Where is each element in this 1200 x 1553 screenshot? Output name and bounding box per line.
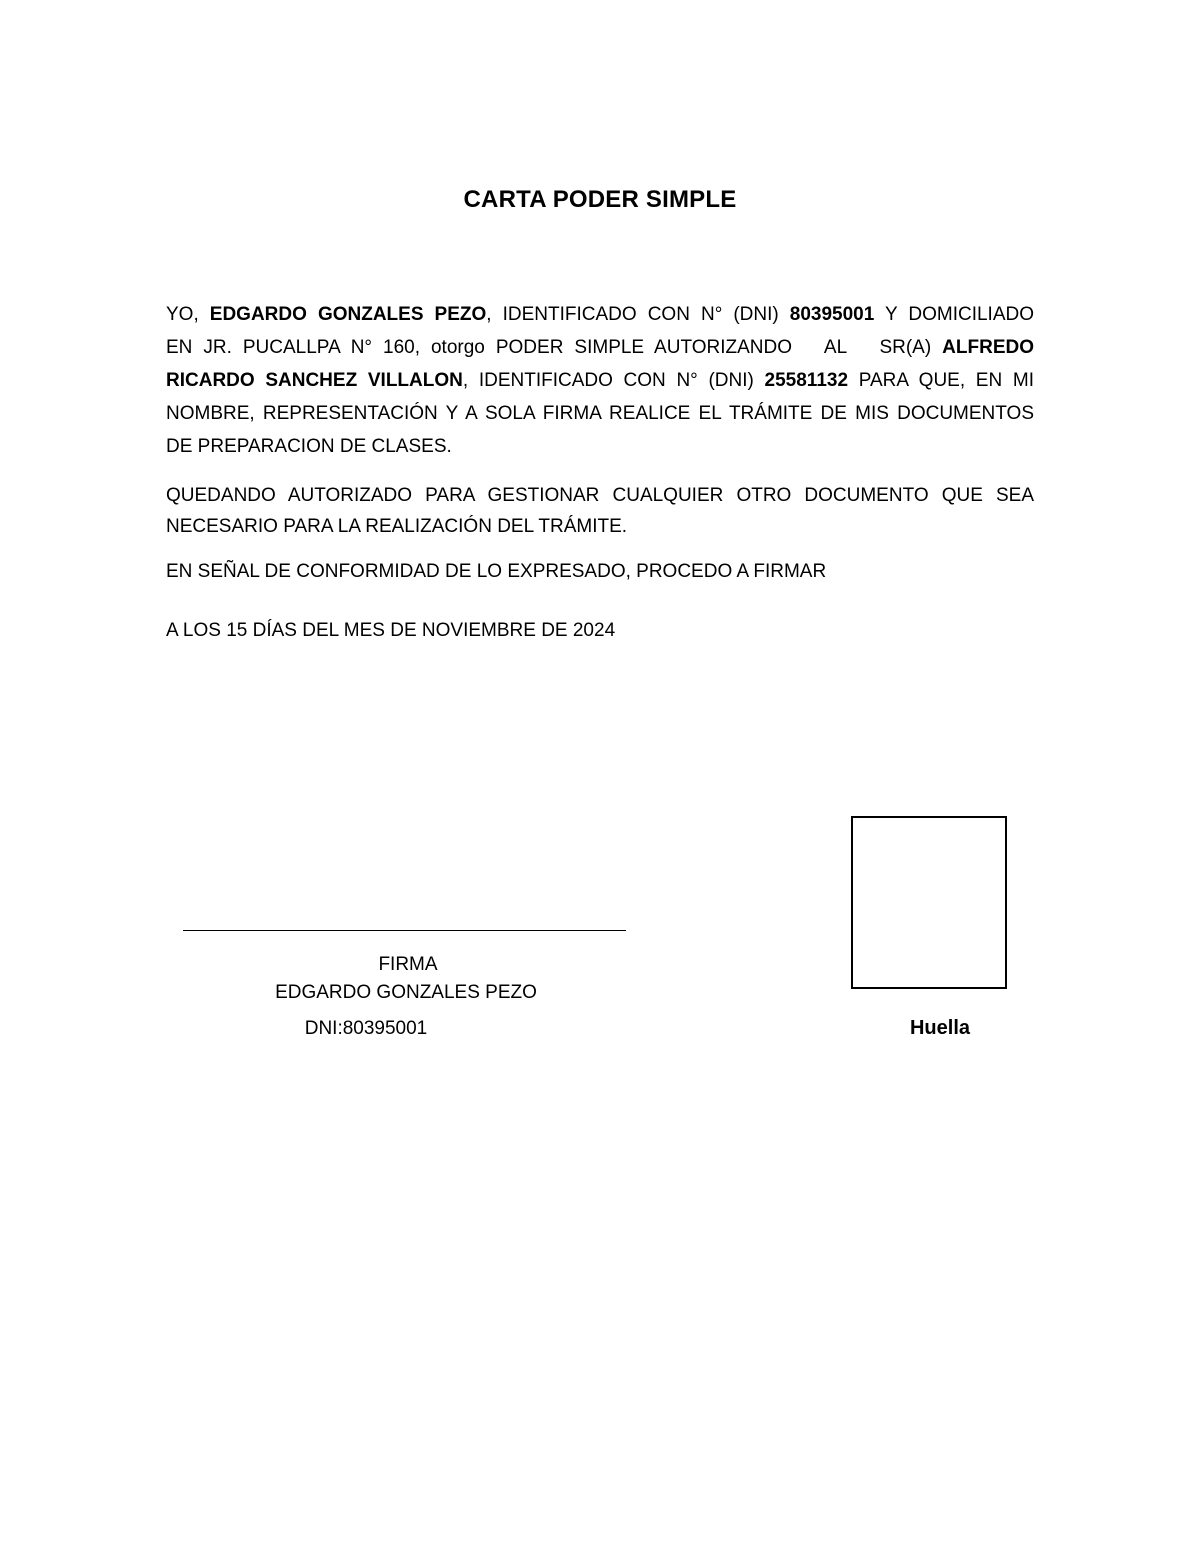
- text-segment: EN JR. PUCALLPA N° 160, otorgo PODER SIMPLE AUTORIZANDO AL SR(A): [166, 337, 943, 358]
- paragraph-line: [166, 298, 1034, 331]
- paragraph-line: [166, 331, 1034, 364]
- document-title: CARTA PODER SIMPLE: [463, 186, 737, 213]
- authorization-paragraph: [166, 298, 1034, 463]
- grantor-name: EDGARDO GONZALES PEZO: [209, 304, 487, 325]
- paragraph-line: NOMBRE, REPRESENTACIÓN Y A SOLA FIRMA REALICE EL TRÁMITE DE MIS DOCUMENTOS: [166, 403, 1034, 424]
- paragraph-line: DE PREPARACION DE CLASES.: [166, 436, 452, 457]
- thumbprint-label: Huella: [909, 1017, 971, 1039]
- grantee-name-part: RICARDO SANCHEZ VILLALON: [166, 370, 463, 391]
- conformity-paragraph: EN SEÑAL DE CONFORMIDAD DE LO EXPRESADO, PROCEDO A FIRMAR: [166, 561, 827, 582]
- paragraph-line: [166, 364, 1034, 397]
- text-segment: , IDENTIFICADO CON N° (DNI): [486, 304, 790, 325]
- date-paragraph: A LOS 15 DÍAS DEL MES DE NOVIEMBRE DE 2024: [166, 620, 616, 641]
- scope-paragraph: [166, 480, 1034, 542]
- grantor-dni: 80395001: [789, 304, 875, 325]
- signer-name: EDGARDO GONZALES PEZO: [275, 982, 537, 1003]
- paragraph-line: QUEDANDO AUTORIZADO PARA GESTIONAR CUALQUIER OTRO DOCUMENTO QUE SEA: [166, 485, 1034, 506]
- signature-label: FIRMA: [378, 954, 438, 975]
- text-segment: YO,: [166, 304, 210, 325]
- paragraph-line: NECESARIO PARA LA REALIZACIÓN DEL TRÁMITE.: [166, 516, 628, 537]
- thumbprint-box: [851, 816, 1007, 989]
- text-segment: Y DOMICILIADO: [874, 304, 1034, 325]
- signature-line: [183, 930, 626, 931]
- signer-dni: DNI:80395001: [304, 1018, 428, 1039]
- text-segment: PARA QUE, EN MI: [848, 370, 1034, 391]
- text-segment: , IDENTIFICADO CON N° (DNI): [462, 370, 765, 391]
- grantee-dni: 25581132: [764, 370, 849, 391]
- grantee-name-part: ALFREDO: [942, 337, 1034, 358]
